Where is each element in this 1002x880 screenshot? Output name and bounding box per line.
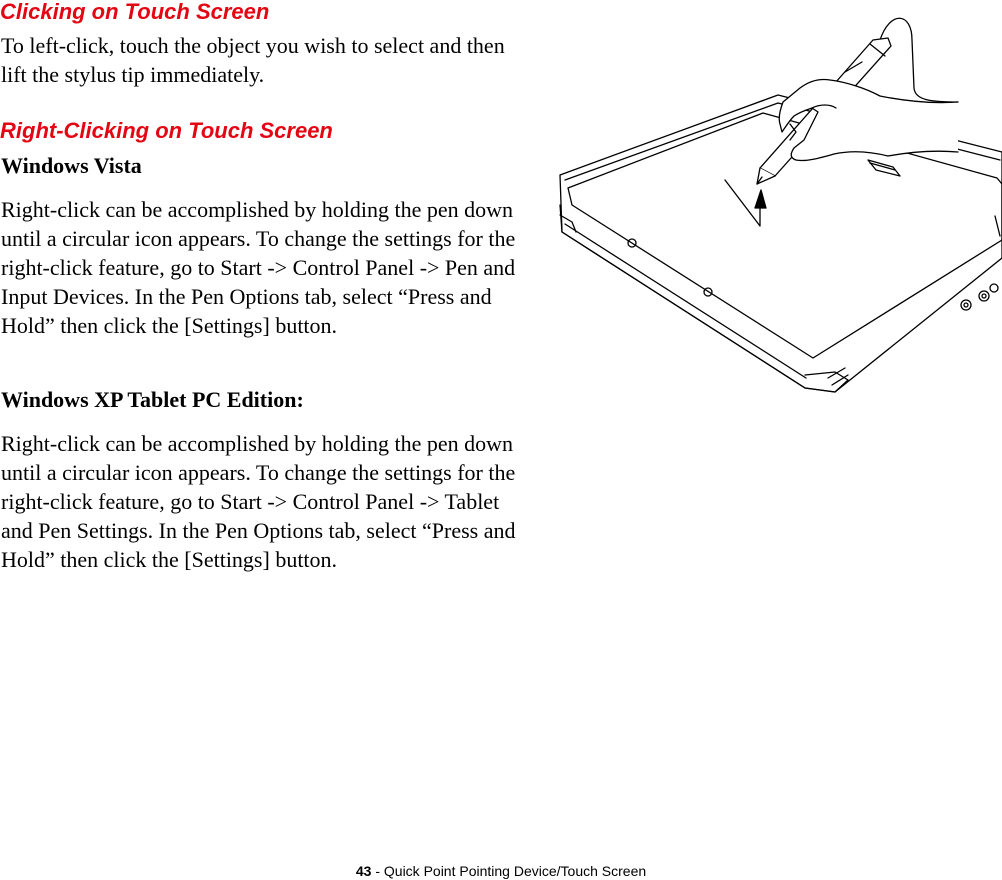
subheading-windows-vista: Windows Vista [1, 153, 142, 178]
footer-title: Quick Point Pointing Device/Touch Screen [383, 863, 647, 879]
vista-paragraph: Right-click can be accomplished by holding the pen down until a circular icon appears. To change the settings for the right-click feature, go to Start -> Control Panel -> Pen and Input Devices. In the Pen Options tab, select “Press and Hold” then click the [Settings] button. [1, 197, 516, 338]
hand-holding-stylus-on-tablet-icon [548, 12, 1002, 400]
clicking-paragraph: To left-click, touch the object you wish to select and then lift the stylus tip immediately. [1, 33, 505, 87]
subheading-windows-xp: Windows XP Tablet PC Edition: [1, 387, 304, 412]
page-number: 43 [355, 863, 372, 879]
xp-paragraph: Right-click can be accomplished by holding the pen down until a circular icon appears. To change the settings for the right-click feature, go to Start -> Control Panel -> Tablet and Pen Settings. In the Pen Options tab, select “Press and Hold” then click the [Settings] button. [1, 431, 516, 572]
section-heading-right-clicking: Right-Clicking on Touch Screen [0, 118, 333, 143]
page-footer [0, 862, 1002, 880]
section-heading-clicking: Clicking on Touch Screen [0, 0, 270, 24]
footer-separator: - [371, 863, 384, 879]
